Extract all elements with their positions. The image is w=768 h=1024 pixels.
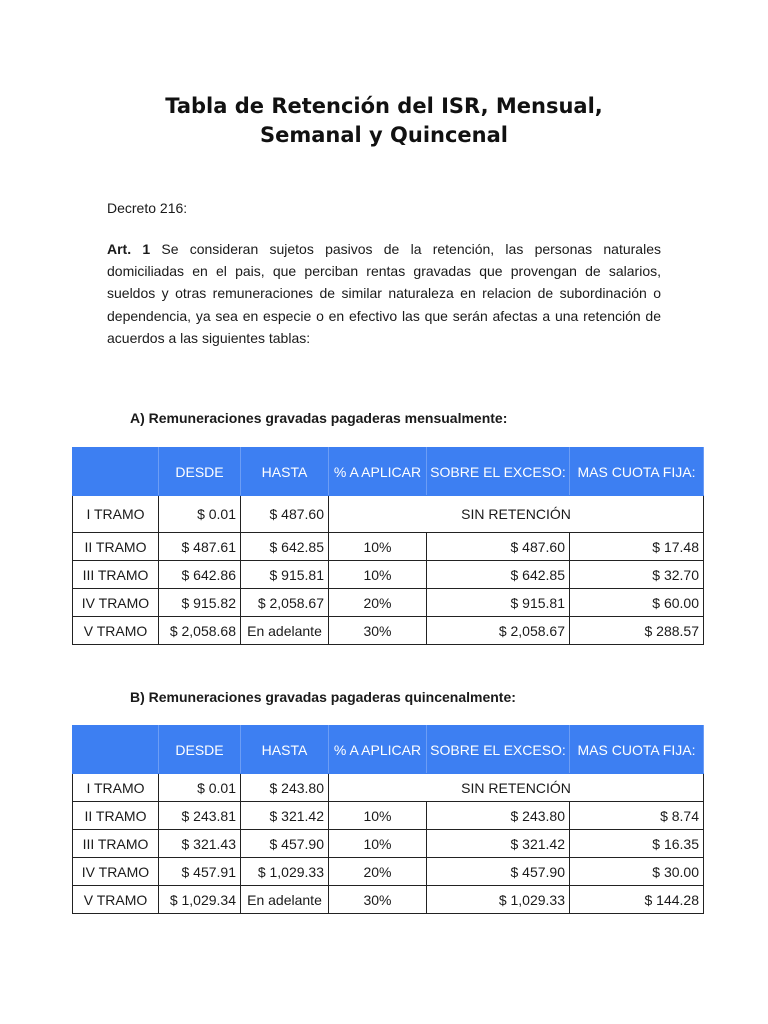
cell-porcentaje: 30% <box>329 886 427 914</box>
table-row <box>73 617 704 645</box>
article-text: Se consideran sujetos pasivos de la retención, las personas naturales domiciliadas en el pais, que perciban rentas gravadas que provengan de salarios, sueldos y otras remuneraciones de similar naturaleza en relacion de subordinación o dependencia, ya sea en especie o en efectivo las que serán afectas a una retención de acuerdos a las siguientes tablas: <box>107 241 661 346</box>
cell-exceso: $ 2,058.67 <box>427 617 570 645</box>
cell-hasta: $ 457.90 <box>241 830 329 858</box>
header-exceso: SOBRE EL EXCESO: <box>427 448 570 496</box>
table-row <box>73 561 704 589</box>
table-row <box>73 496 704 533</box>
article-paragraph <box>107 238 661 349</box>
page-title-line-1: Tabla de Retención del ISR, Mensual, <box>165 94 603 118</box>
cell-tramo: II TRAMO <box>73 533 159 561</box>
header-porcentaje: % A APLICAR <box>329 726 427 774</box>
header-hasta: HASTA <box>241 726 329 774</box>
cell-exceso: $ 243.80 <box>427 802 570 830</box>
table-row <box>73 830 704 858</box>
cell-desde: $ 915.82 <box>159 589 241 617</box>
cell-cuota: $ 288.57 <box>570 617 704 645</box>
cell-hasta: $ 487.60 <box>241 496 329 533</box>
cell-desde: $ 487.61 <box>159 533 241 561</box>
table-header-row <box>73 726 704 774</box>
cell-desde: $ 0.01 <box>159 496 241 533</box>
header-porcentaje: % A APLICAR <box>329 448 427 496</box>
table-header-row <box>73 448 704 496</box>
table-biweekly <box>72 725 704 914</box>
cell-sin-retencion: SIN RETENCIÓN <box>329 496 704 533</box>
cell-tramo: V TRAMO <box>73 886 159 914</box>
cell-porcentaje: 10% <box>329 830 427 858</box>
cell-tramo: V TRAMO <box>73 617 159 645</box>
cell-porcentaje: 20% <box>329 858 427 886</box>
cell-exceso: $ 1,029.33 <box>427 886 570 914</box>
cell-hasta: $ 2,058.67 <box>241 589 329 617</box>
cell-cuota: $ 60.00 <box>570 589 704 617</box>
header-exceso: SOBRE EL EXCESO: <box>427 726 570 774</box>
table-row <box>73 886 704 914</box>
cell-tramo: IV TRAMO <box>73 589 159 617</box>
cell-hasta: $ 243.80 <box>241 774 329 802</box>
cell-hasta: $ 642.85 <box>241 533 329 561</box>
cell-cuota: $ 32.70 <box>570 561 704 589</box>
cell-exceso: $ 457.90 <box>427 858 570 886</box>
cell-cuota: $ 144.28 <box>570 886 704 914</box>
decree-label: Decreto 216: <box>107 200 188 216</box>
cell-exceso: $ 915.81 <box>427 589 570 617</box>
table-row <box>73 589 704 617</box>
table-monthly <box>72 447 704 645</box>
section-heading-biweekly: B) Remuneraciones gravadas pagaderas quincenalmente: <box>130 689 516 705</box>
cell-hasta: $ 321.42 <box>241 802 329 830</box>
section-heading-monthly: A) Remuneraciones gravadas pagaderas mensualmente: <box>130 410 508 426</box>
header-empty <box>73 726 159 774</box>
cell-cuota: $ 17.48 <box>570 533 704 561</box>
cell-cuota: $ 8.74 <box>570 802 704 830</box>
cell-cuota: $ 30.00 <box>570 858 704 886</box>
cell-porcentaje: 10% <box>329 561 427 589</box>
cell-tramo: I TRAMO <box>73 496 159 533</box>
header-cuota-fija: MAS CUOTA FIJA: <box>570 726 704 774</box>
cell-exceso: $ 321.42 <box>427 830 570 858</box>
cell-desde: $ 243.81 <box>159 802 241 830</box>
cell-tramo: I TRAMO <box>73 774 159 802</box>
header-desde: DESDE <box>159 726 241 774</box>
cell-hasta: $ 1,029.33 <box>241 858 329 886</box>
cell-desde: $ 321.43 <box>159 830 241 858</box>
table-row <box>73 533 704 561</box>
cell-cuota: $ 16.35 <box>570 830 704 858</box>
cell-porcentaje: 10% <box>329 533 427 561</box>
cell-desde: $ 457.91 <box>159 858 241 886</box>
cell-desde: $ 0.01 <box>159 774 241 802</box>
page-title-line-2: Semanal y Quincenal <box>259 123 508 147</box>
cell-tramo: III TRAMO <box>73 561 159 589</box>
table-row <box>73 774 704 802</box>
cell-porcentaje: 30% <box>329 617 427 645</box>
cell-hasta: En adelante <box>241 617 329 645</box>
cell-porcentaje: 10% <box>329 802 427 830</box>
cell-tramo: III TRAMO <box>73 830 159 858</box>
cell-porcentaje: 20% <box>329 589 427 617</box>
cell-tramo: II TRAMO <box>73 802 159 830</box>
header-desde: DESDE <box>159 448 241 496</box>
cell-desde: $ 642.86 <box>159 561 241 589</box>
cell-desde: $ 1,029.34 <box>159 886 241 914</box>
cell-hasta: En adelante <box>241 886 329 914</box>
table-row <box>73 802 704 830</box>
cell-sin-retencion: SIN RETENCIÓN <box>329 774 704 802</box>
header-cuota-fija: MAS CUOTA FIJA: <box>570 448 704 496</box>
cell-hasta: $ 915.81 <box>241 561 329 589</box>
cell-exceso: $ 487.60 <box>427 533 570 561</box>
page-title <box>0 92 768 150</box>
header-empty <box>73 448 159 496</box>
cell-exceso: $ 642.85 <box>427 561 570 589</box>
article-label: Art. 1 <box>107 241 151 257</box>
table-row <box>73 858 704 886</box>
header-hasta: HASTA <box>241 448 329 496</box>
cell-tramo: IV TRAMO <box>73 858 159 886</box>
cell-desde: $ 2,058.68 <box>159 617 241 645</box>
